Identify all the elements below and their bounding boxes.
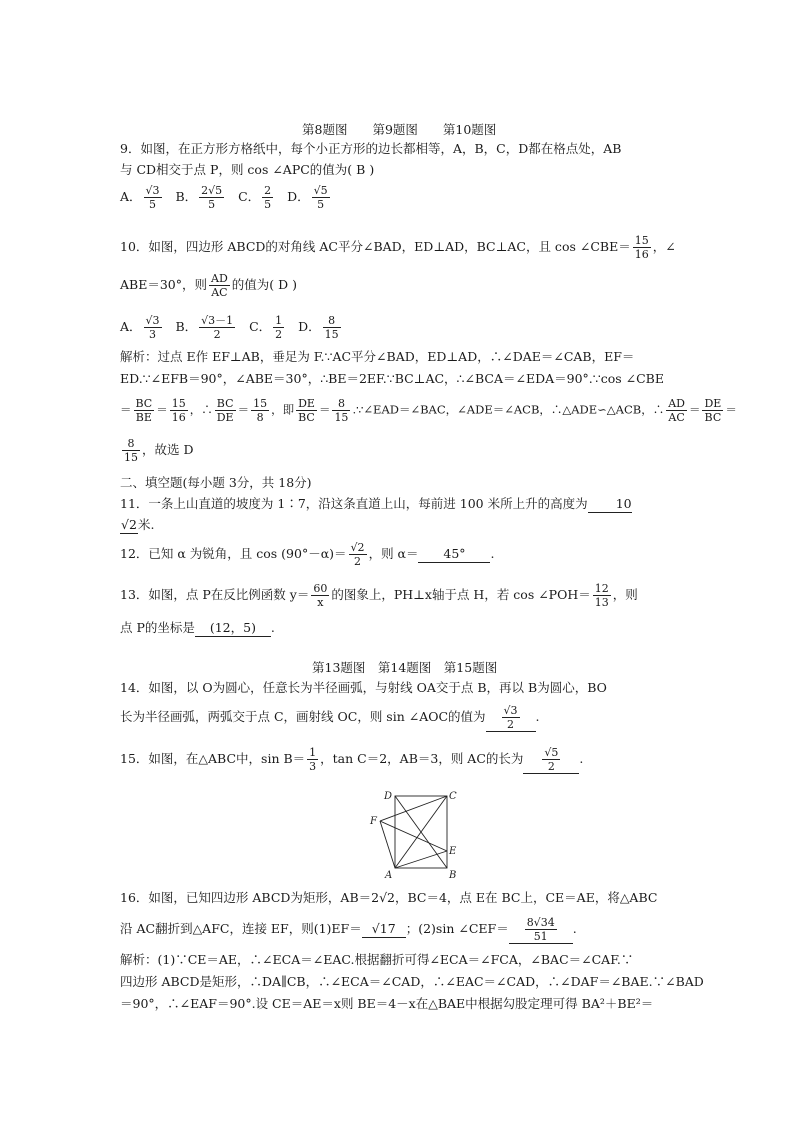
q9-opt-a: A． $\frac{√3}{5}$ — [120, 184, 160, 211]
q14-stem-line1: 14．如图，以 O为圆心，任意长为半径画弧，与射线 OA交于点 B，再以 B为圆心，BO — [120, 680, 607, 695]
section-fill-in-heading: 二、填空题(每小题 3分，共 18分) — [120, 475, 312, 490]
q10-solution-line4: $\frac{8}{15}$ ，故选 D — [124, 437, 194, 464]
q9-opt-c: C． $\frac{2}{5}$ — [238, 184, 272, 211]
q10-solution-line3: ＝ $\frac{BC}{BE}$ ＝ $\frac{15}{16}$ ，∴ $\frac{BC}{DE}$ ＝ $\frac{15}{8}$ ，即 $\frac{DE}{BC}$ ＝ $\frac{8}{15}$ .∵∠EAD＝∠BAC，∠ADE＝∠ACB，∴△ADE∽△ACB，∴ $\frac{AD}{AC}$ ＝ $\frac{DE}{BC}$ ＝ — [120, 397, 737, 424]
label-d: D — [384, 791, 393, 802]
q13-answer: (12，5) — [195, 620, 271, 637]
q9-opt-d: D． $\frac{√5}{5}$ — [287, 184, 328, 211]
label-a: A — [385, 870, 393, 880]
q16-solution-line3: ＝90°，∴∠EAF＝90°.设 CE＝AE＝x则 BE＝4－x在△BAE中根据勾股定理可得 BA²＋BE²＝ — [120, 996, 654, 1011]
q10-options — [120, 314, 343, 341]
q16-answer-1: √17 — [362, 921, 406, 938]
q16-solution-line1: 解析：(1)∵CE＝AE，∴∠ECA＝∠EAC.根据翻折可得∠ECA＝∠FCA，∠BAC＝∠CAF.∵ — [120, 952, 634, 967]
q16-stem-line2: 沿 AC翻折到△AFC，连接 EF，则(1)EF＝ √17 ；(2)sin ∠CEF＝ $\frac{8√34}{51}$ . — [120, 916, 577, 943]
segment-af — [380, 821, 395, 868]
figure-caption-13-15: 第13题图 第14题图 第15题图 — [312, 660, 498, 675]
label-c: C — [449, 791, 457, 802]
q9-stem-line1: 9．如图，在正方形方格纸中，每个小正方形的边长都相等，A，B，C，D都在格点处，AB — [120, 141, 622, 156]
q11-answer-part1: 10 — [588, 496, 632, 513]
q9-stem-line2: 与 CD相交于点 P，则 cos ∠APC的值为( B ) — [120, 162, 375, 177]
figure-caption-8-10: 第8题图 第9题图 第10题图 — [302, 122, 497, 137]
segment-fe — [380, 821, 447, 851]
q9-opt-b: B． $\frac{2√5}{5}$ — [175, 184, 223, 211]
q13-stem-line1: 13．如图，点 P在反比例函数 y＝ $\frac{60}{x}$ 的图象上，PH⊥x轴于点 H，若 cos ∠POH＝ $\frac{12}{13}$ ，则 — [120, 582, 638, 609]
q12-answer: 45° — [418, 546, 490, 563]
q14-answer: $\frac{√3}{2}$ — [486, 704, 536, 732]
q11-answer-part2: √2 — [121, 517, 137, 532]
q15-answer: $\frac{√5}{2}$ — [523, 746, 579, 774]
label-e: E — [449, 846, 457, 857]
label-f: F — [370, 816, 377, 827]
q12-stem: 12．已知 α 为锐角，且 cos (90°－α)＝ $\frac{√2}{2}$ ，则 α＝ 45° . — [120, 541, 495, 568]
q11-stem-line1: 11．一条上山直道的坡度为 1∶7，沿这条直道上山，每前进 100 米所上升的高度为 10 — [120, 496, 632, 511]
q16-stem-line1: 16．如图，已知四边形 ABCD为矩形，AB＝2√2，BC＝4，点 E在 BC上，CE＝AE，将△ABC — [120, 890, 658, 905]
q10-stem-line1: 10．如图，四边形 ABCD的对角线 AC平分∠BAD，ED⊥AD，BC⊥AC，且 cos ∠CBE＝ $\frac{15}{16}$ ，∠ — [120, 234, 676, 261]
q16-rectangle-fold-figure — [360, 788, 470, 880]
q16-answer-2: $\frac{8√34}{51}$ — [509, 916, 573, 944]
q10-opt-a: A． $\frac{√3}{3}$ — [120, 314, 160, 341]
q10-opt-b: B． $\frac{√3-1}{2}$ — [175, 314, 234, 341]
q13-stem-line2: 点 P的坐标是 (12，5) . — [120, 620, 275, 635]
q10-opt-c: C． $\frac{1}{2}$ — [249, 314, 283, 341]
q11-stem-line2: √2米. — [121, 517, 155, 532]
q10-solution-line1: 解析：过点 E作 EF⊥AB，垂足为 F.∵AC平分∠BAD，ED⊥AD，∴∠DAE＝∠CAB，EF＝ — [120, 349, 635, 364]
segment-ae — [395, 851, 447, 868]
q10-stem-line2: ABE＝30°，则 $\frac{AD}{AC}$ 的值为( D ) — [120, 272, 297, 299]
q10-solution-line2: ED.∵∠EFB＝90°，∠ABE＝30°，∴BE＝2EF.∵BC⊥AC，∴∠BCA＝∠EDA＝90°.∵cos ∠CBE — [120, 371, 664, 386]
label-b: B — [449, 870, 457, 880]
q16-solution-line2: 四边形 ABCD是矩形，∴DA∥CB，∴∠ECA＝∠CAD，∴∠EAC＝∠CAD，∴∠DAF＝∠BAE.∵∠BAD — [120, 974, 704, 989]
q14-stem-line2: 长为半径画弧，两弧交于点 C，画射线 OC，则 sin ∠AOC的值为 $\frac{√3}{2}$ . — [120, 704, 540, 731]
q15-stem: 15．如图，在△ABC中，sin B＝ $\frac{1}{3}$ ，tan C＝2，AB＝3，则 AC的长为 $\frac{√5}{2}$ . — [120, 746, 584, 773]
q10-opt-d: D． $\frac{8}{15}$ — [298, 314, 339, 341]
q9-options — [120, 184, 332, 211]
